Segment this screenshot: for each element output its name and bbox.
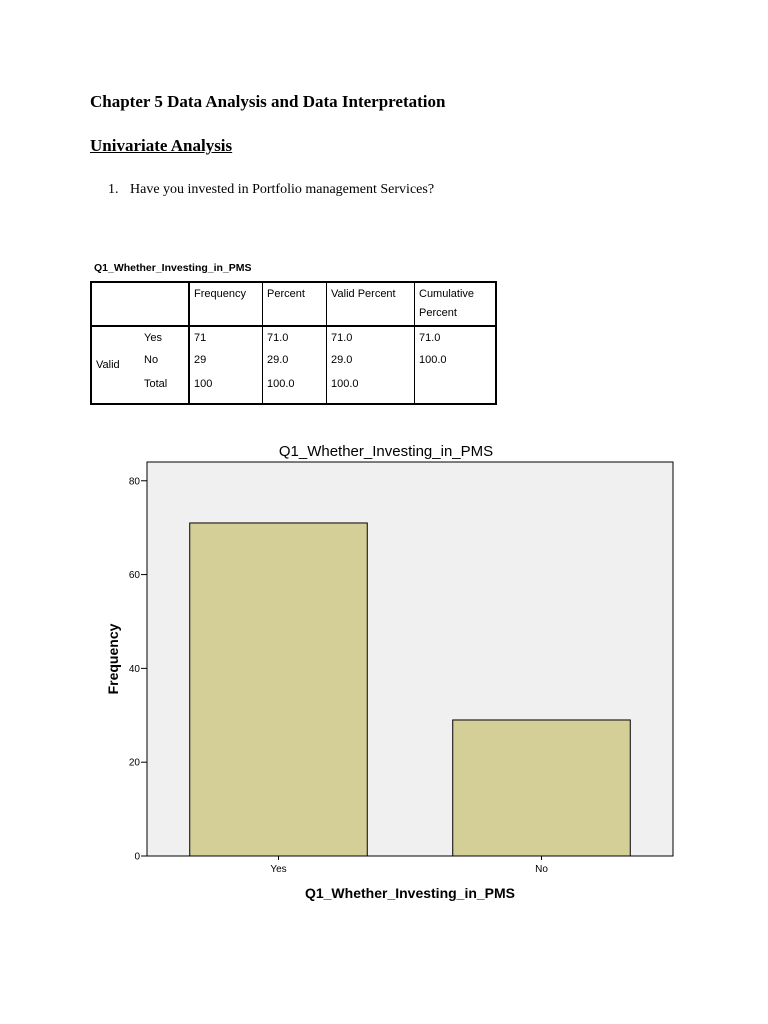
cell-valid-percent: 71.0 xyxy=(327,326,415,349)
y-tick-label: 20 xyxy=(128,757,140,769)
y-axis-label: Frequency xyxy=(105,623,121,695)
y-axis xyxy=(129,476,147,862)
header-cumulative-percent: Cumulative Percent xyxy=(415,282,497,326)
question-number: 1. xyxy=(108,182,119,197)
frequency-table xyxy=(90,281,497,405)
table-row xyxy=(91,326,496,349)
table-header-blank xyxy=(91,282,140,326)
table-header-row xyxy=(91,282,496,326)
cell-frequency: 29 xyxy=(189,349,263,371)
row-label: Total xyxy=(140,371,189,404)
section-title: Univariate Analysis xyxy=(90,136,233,155)
x-tick-label: No xyxy=(535,864,548,875)
bar-no xyxy=(453,720,631,856)
header-percent: Percent xyxy=(263,282,327,326)
chapter-title: Chapter 5 Data Analysis and Data Interpretation xyxy=(90,92,446,111)
table-caption: Q1_Whether_Investing_in_PMS xyxy=(94,262,252,274)
cell-percent: 100.0 xyxy=(263,371,327,404)
cell-valid-percent: 29.0 xyxy=(327,349,415,371)
header-valid-percent: Valid Percent xyxy=(327,282,415,326)
x-tick-label: Yes xyxy=(270,864,287,875)
row-label: Yes xyxy=(140,326,189,349)
cell-valid-percent: 100.0 xyxy=(327,371,415,404)
bar-yes xyxy=(190,523,368,856)
question-item xyxy=(108,182,434,198)
y-tick-label: 0 xyxy=(134,851,140,863)
table-row xyxy=(91,349,496,371)
y-tick-label: 80 xyxy=(128,476,140,488)
row-label: No xyxy=(140,349,189,371)
header-frequency: Frequency xyxy=(189,282,263,326)
y-tick-label: 60 xyxy=(128,570,140,582)
y-tick-label: 40 xyxy=(128,663,140,675)
chart-title: Q1_Whether_Investing_in_PMS xyxy=(278,443,494,460)
table-header-blank xyxy=(140,282,189,326)
cell-cumulative-percent xyxy=(415,371,497,404)
x-axis xyxy=(270,856,548,875)
question-text: Have you invested in Portfolio management Services? xyxy=(130,182,435,197)
x-axis-label: Q1_Whether_Investing_in_PMS xyxy=(304,885,516,901)
table-row xyxy=(91,371,496,404)
cell-percent: 29.0 xyxy=(263,349,327,371)
group-label: Valid xyxy=(96,359,120,371)
cell-frequency: 71 xyxy=(189,326,263,349)
cell-frequency: 100 xyxy=(189,371,263,404)
cell-cumulative-percent: 71.0 xyxy=(419,332,441,344)
cell-cumulative-percent: 100.0 xyxy=(419,354,447,366)
cell-percent: 71.0 xyxy=(263,326,327,349)
bar-chart xyxy=(100,438,690,908)
